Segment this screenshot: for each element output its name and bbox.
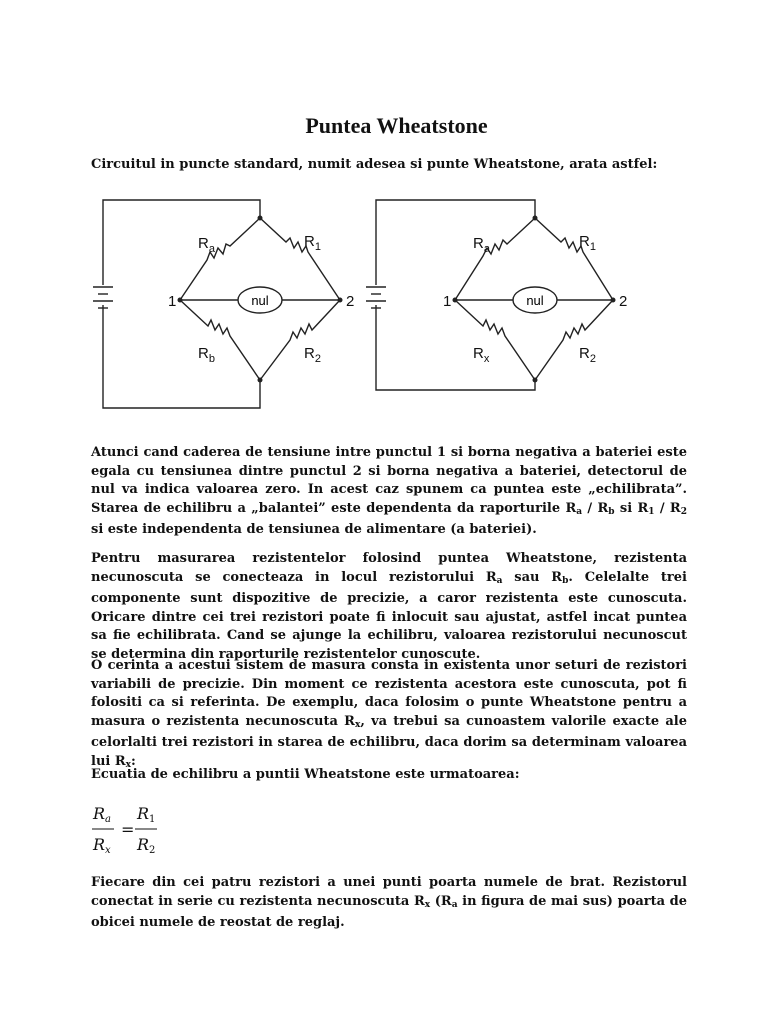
paragraph-requirement: O cerinta a acestui sistem de masura consta in existenta unor seturi de rezistori variabili de precizie. Din moment ce rezistenta acestora este cunoscuta, pot fi folositi ca si referinta. De exemplu, daca folosim o punte Wheatstone pentru a masura o rezistenta necunoscuta $R_x$, va trebui sa cunoastem valorile exacte ale celorlalti trei rezistori in starea de echilibru, daca dorim sa determinam valoarea lui $R_x$: xyxy=(91,658,688,770)
label-r2-right: $R_2$ xyxy=(579,345,596,365)
paragraph-balance: Atunci cand caderea de tensiune intre punctul 1 si borna negativa a bateriei este egala cu tensiunea dintre punctul 2 si borna negativa a bateriei, detectorul de nul va indica valoarea zero. In acest caz spunem ca puntea este „echilibrata”. Starea de echilibru a „balantei” este dependenta da raporturile $R_a / R_b$ si $R_1 / R_2$ si este independenta de tensiunea de alimentare (a bateriei). xyxy=(91,445,687,537)
intro-text: Circuitul in puncte standard, numit adesea si punte Wheatstone, arata astfel: xyxy=(91,157,658,172)
label-r1-right: $R_1$ xyxy=(579,233,596,253)
paragraph-arms: Fiecare din cei patru rezistori a unei punti poarta numele de brat. Rezistorul conectat in serie cu rezistenta necunoscuta $R_x$ ($R_a$ in figura de mai sus) poarta de obicei numele de reostat de reglaj. xyxy=(91,875,687,930)
eq-equals: = xyxy=(121,820,135,839)
label-ra-left: $R_a$ xyxy=(198,235,215,255)
label-r2-left: $R_2$ xyxy=(304,345,321,365)
detector-label-left: nul xyxy=(251,293,269,308)
label-ra-right: $R_a$ xyxy=(473,235,490,255)
eq-numerator-right: R1 xyxy=(137,804,156,825)
bridge-diagram-left xyxy=(90,190,370,412)
paragraph-equation-intro: Ecuatia de echilibru a puntii Wheatstone este urmatoarea: xyxy=(91,767,520,782)
node-1-left: 1 xyxy=(168,293,177,310)
paragraph-measurement: Pentru masurarea rezistentelor folosind puntea Wheatstone, rezistenta necunoscuta se conecteaza in locul rezistorului $R_a$ sau $R_b$. Celelalte trei componente sunt dispozitive de precizie, a caror rezistenta este cunoscuta. Oricare dintre cei trei rezistori poate fi inlocuit sau ajustat, astfel incat puntea sa fie echilibrata. Cand se ajunge la echilibru, valoarea rezistorului necunoscut se determina din raporturile rezistentelor cunoscute. xyxy=(91,551,687,662)
label-rx-right: $R_x$ xyxy=(473,345,490,365)
eq-denominator-right: R2 xyxy=(137,835,156,856)
bridge-diagram-right xyxy=(363,190,643,412)
detector-label-right: nul xyxy=(526,293,544,308)
eq-numerator-left: Ra xyxy=(93,804,112,825)
label-r1-left: $R_1$ xyxy=(304,233,321,253)
balance-equation xyxy=(90,800,170,860)
label-rb-left: $R_b$ xyxy=(198,345,215,365)
page-title: Puntea Wheatstone xyxy=(305,113,488,138)
eq-denominator-left: Rx xyxy=(93,835,111,856)
node-2-right: 2 xyxy=(619,293,628,310)
node-1-right: 1 xyxy=(443,293,452,310)
node-2-left: 2 xyxy=(346,293,355,310)
